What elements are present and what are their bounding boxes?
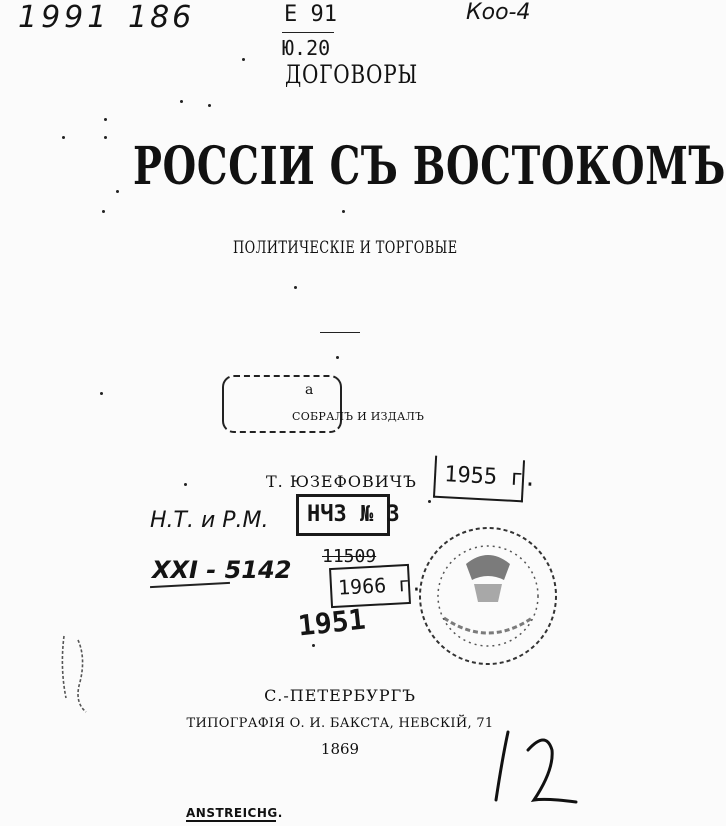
ink-speck — [100, 392, 103, 395]
title-line2: РОССІИ СЪ ВОСТОКОМЪ — [133, 136, 726, 197]
compiler-name: Т. ЮЗЕФОВИЧЪ — [266, 472, 417, 491]
title-line1: ДОГОВОРЫ — [285, 60, 418, 89]
number-stamp: 11509 — [322, 546, 377, 567]
ink-speck — [208, 104, 211, 107]
footer-label: ANSTREICHG. — [186, 806, 283, 820]
footer-underline — [186, 820, 276, 822]
year-stamp-3: 1951 — [296, 602, 367, 643]
ink-speck — [184, 483, 187, 486]
ink-speck — [428, 500, 431, 503]
shelf-mark-line2: Ю.20 — [282, 36, 331, 60]
bracket-stamp — [222, 375, 342, 433]
ink-speck — [180, 100, 183, 103]
ink-speck — [312, 644, 315, 647]
ink-speck — [242, 58, 245, 61]
margin-note-top-left: 1991 — [18, 0, 111, 35]
shelf-mark — [270, 2, 350, 62]
handwritten-mark-1: Н.Т. и Р.М. — [150, 508, 269, 533]
year-stamp-1 — [433, 456, 538, 503]
ink-speck — [336, 356, 339, 359]
shelf-mark-rule — [282, 32, 334, 33]
imprint-printer: ТИПОГРАФІЯ О. И. БАКСТА, НЕВСКІЙ, 71 — [186, 716, 494, 731]
imprint-year: 1869 — [320, 740, 360, 758]
ink-speck — [342, 210, 345, 213]
library-seal — [414, 522, 562, 670]
library-stamp — [296, 494, 400, 536]
bracket-stamp-letter: а — [305, 382, 314, 398]
title-divider — [320, 332, 360, 333]
ink-speck — [62, 136, 65, 139]
year-stamp-1-text: 1955 г. — [443, 462, 538, 493]
margin-note-top-right: Коо-4 — [466, 0, 531, 25]
ink-speck — [104, 136, 107, 139]
year-stamp-2 — [329, 564, 423, 608]
handwritten-mark-2: XXI - 5142 — [152, 556, 292, 584]
imprint-city: С.-ПЕТЕРБУРГЪ — [264, 686, 416, 705]
margin-note-top-left-2: 186 — [128, 0, 195, 35]
ink-speck — [294, 286, 297, 289]
year-stamp-2-text: 1966 г. — [337, 571, 423, 600]
handwritten-mark-bottom-right — [480, 720, 590, 820]
library-stamp-text: НЧЗ № 3 — [307, 502, 400, 527]
ink-speck — [116, 190, 119, 193]
subtitle: ПОЛИТИЧЕСКІЕ И ТОРГОВЫЕ — [233, 238, 458, 258]
compiler-role: СОБРАЛЪ И ИЗДАЛЪ — [292, 410, 425, 423]
shelf-mark-line1: Е 91 — [284, 2, 337, 27]
ink-speck — [104, 118, 107, 121]
ink-speck — [102, 210, 105, 213]
